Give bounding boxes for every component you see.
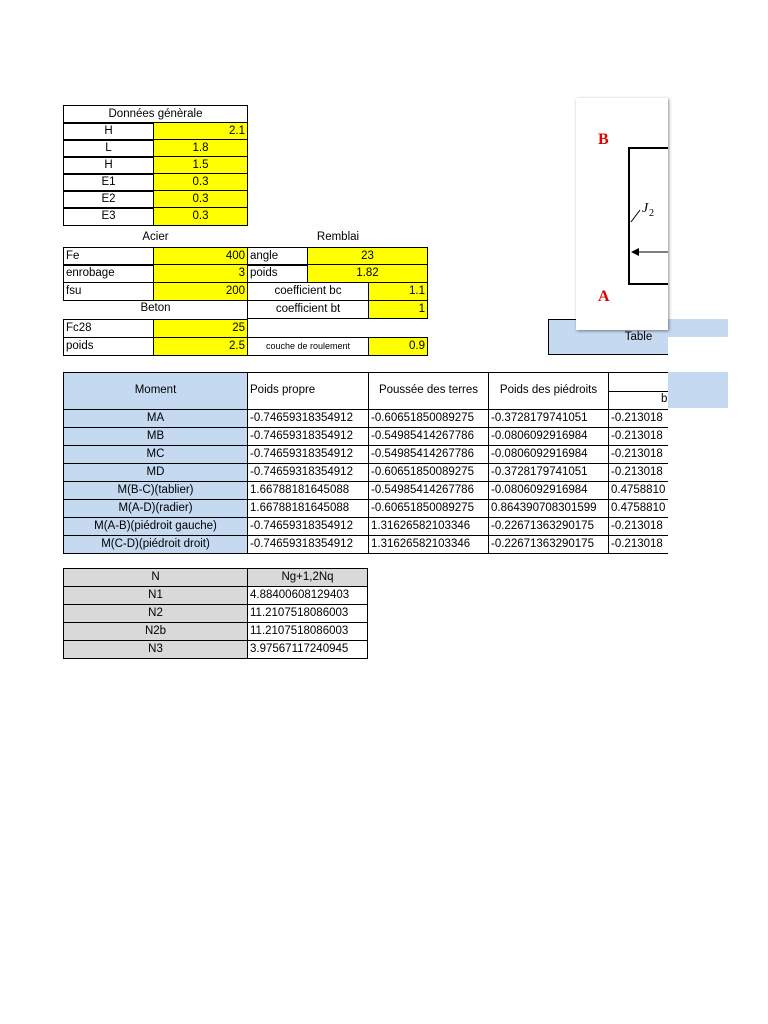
acier-label-fe: Fe xyxy=(63,247,154,266)
beton-value-poids[interactable]: 2.5 xyxy=(153,337,248,356)
remblai-value-coef-bc[interactable]: 1.1 xyxy=(368,282,428,301)
moments-row-value[interactable]: -0.0806092916984 xyxy=(488,445,609,464)
moments-row-value[interactable]: 1.66788181645088 xyxy=(247,481,369,500)
diagram-label-a: A xyxy=(598,288,610,305)
moments-row-value[interactable]: -0.22671363290175 xyxy=(488,535,609,554)
moments-row-label: MB xyxy=(63,427,248,446)
table-caption-label: Table xyxy=(624,331,653,343)
moments-row-value[interactable]: 0.4758810 xyxy=(608,499,668,518)
acier-value-fsu[interactable]: 200 xyxy=(153,282,248,301)
moments-row-value[interactable]: -0.213018 xyxy=(608,535,668,554)
moments-header-poussee: Poussée des terres xyxy=(368,372,489,410)
normal-row-n2-label: N2 xyxy=(63,604,248,623)
donnees-label-h: H xyxy=(63,122,154,141)
diagram-arrow-head xyxy=(631,248,639,256)
diagram-label-b: B xyxy=(598,131,609,148)
moments-row-label: M(B-C)(tablier) xyxy=(63,481,248,500)
remblai-title: Remblai xyxy=(316,231,360,243)
moments-row-value[interactable]: -0.213018 xyxy=(608,409,668,428)
donnees-title: Données génèrale xyxy=(63,105,248,124)
acier-label-fsu: fsu xyxy=(63,282,154,301)
acier-value-enrobage[interactable]: 3 xyxy=(153,264,248,283)
moments-row-value[interactable]: 1.31626582103346 xyxy=(368,517,489,536)
beton-label-poids: poids xyxy=(63,337,154,356)
moments-row-value[interactable]: -0.54985414267786 xyxy=(368,427,489,446)
moments-row-value[interactable]: -0.213018 xyxy=(608,445,668,464)
diagram-j-leader xyxy=(631,210,640,222)
moments-header-poids-propre: Poids propre xyxy=(247,372,369,410)
moments-row-value[interactable]: -0.74659318354912 xyxy=(247,535,369,554)
moments-row-value[interactable]: -0.22671363290175 xyxy=(488,517,609,536)
donnees-label-h2: H xyxy=(63,156,154,175)
donnees-value-e3[interactable]: 0.3 xyxy=(153,207,248,226)
frame-diagram xyxy=(576,98,668,330)
moments-row-label: M(C-D)(piédroit droit) xyxy=(63,535,248,554)
moments-row-value[interactable]: -0.60651850089275 xyxy=(368,499,489,518)
normal-row-n1-label: N1 xyxy=(63,586,248,605)
donnees-value-h[interactable]: 2.1 xyxy=(153,122,248,141)
moments-row-label: M(A-B)(piédroit gauche) xyxy=(63,517,248,536)
moments-row-label: MC xyxy=(63,445,248,464)
acier-title: Acier xyxy=(142,231,169,243)
moments-row-value[interactable]: -0.74659318354912 xyxy=(247,445,369,464)
normal-row-n2b-value[interactable]: 11.2107518086003 xyxy=(247,622,368,641)
moments-row-value[interactable]: 0.4758810 xyxy=(608,481,668,500)
donnees-label-l: L xyxy=(63,139,154,158)
acier-label-enrobage: enrobage xyxy=(63,264,154,283)
moments-row-value[interactable]: -0.213018 xyxy=(608,517,668,536)
remblai-value-coef-bt[interactable]: 1 xyxy=(368,300,428,319)
moments-row-value[interactable]: -0.0806092916984 xyxy=(488,427,609,446)
beton-label-fc28: Fc28 xyxy=(63,319,154,338)
moments-row-value[interactable]: 1.31626582103346 xyxy=(368,535,489,554)
remblai-value-couche[interactable]: 0.9 xyxy=(368,337,428,356)
normal-row-n3-value[interactable]: 3.97567117240945 xyxy=(247,640,368,659)
normal-header-n: N xyxy=(63,568,248,587)
moments-row-value[interactable]: 1.66788181645088 xyxy=(247,499,369,518)
remblai-label-coef-bc: coefficient bc xyxy=(247,282,369,301)
diagram-label-j: J xyxy=(642,201,649,216)
remblai-label-couche: couche de roulement xyxy=(247,337,369,356)
remblai-label-poids: poids xyxy=(247,264,308,283)
donnees-value-h2[interactable]: 1.5 xyxy=(153,156,248,175)
moments-header-overflow xyxy=(668,372,728,408)
acier-value-fe[interactable]: 400 xyxy=(153,247,248,266)
moments-row-value[interactable]: -0.60651850089275 xyxy=(368,463,489,482)
moments-row-value[interactable]: -0.60651850089275 xyxy=(368,409,489,428)
moments-header-moment: Moment xyxy=(63,372,248,410)
moments-row-value[interactable]: -0.3728179741051 xyxy=(488,409,609,428)
normal-row-n3-label: N3 xyxy=(63,640,248,659)
moments-row-value[interactable]: -0.213018 xyxy=(608,463,668,482)
donnees-label-e2: E2 xyxy=(63,190,154,209)
normal-row-n2b-label: N2b xyxy=(63,622,248,641)
remblai-label-angle: angle xyxy=(247,247,308,266)
moments-header-piedroits: Poids des piédroits xyxy=(488,372,609,410)
normal-row-n1-value[interactable]: 4.88400608129403 xyxy=(247,586,368,605)
donnees-value-l[interactable]: 1.8 xyxy=(153,139,248,158)
remblai-label-coef-bt: coefficient bt xyxy=(247,300,369,319)
moments-row-value[interactable]: -0.74659318354912 xyxy=(247,463,369,482)
donnees-value-e2[interactable]: 0.3 xyxy=(153,190,248,209)
moments-header-group xyxy=(608,372,668,410)
remblai-value-poids[interactable]: 1.82 xyxy=(307,264,428,283)
moments-row-label: MD xyxy=(63,463,248,482)
moments-row-value[interactable]: -0.213018 xyxy=(608,427,668,446)
donnees-value-e1[interactable]: 0.3 xyxy=(153,173,248,192)
moments-row-value[interactable]: -0.74659318354912 xyxy=(247,517,369,536)
moments-row-label: M(A-D)(radier) xyxy=(63,499,248,518)
diagram-label-j-sub: 2 xyxy=(649,208,654,219)
moments-row-value[interactable]: -0.3728179741051 xyxy=(488,463,609,482)
moments-row-value[interactable]: -0.54985414267786 xyxy=(368,481,489,500)
moments-header-b: b xyxy=(661,393,668,405)
moments-row-value[interactable]: -0.74659318354912 xyxy=(247,427,369,446)
moments-row-value[interactable]: -0.74659318354912 xyxy=(247,409,369,428)
beton-title: Beton xyxy=(140,302,171,314)
caption-overflow-bar xyxy=(668,319,728,337)
normal-header-value: Ng+1,2Nq xyxy=(247,568,368,587)
beton-value-fc28[interactable]: 25 xyxy=(153,319,248,338)
moments-row-value[interactable]: -0.0806092916984 xyxy=(488,481,609,500)
moments-row-value[interactable]: 0.864390708301599 xyxy=(488,499,609,518)
normal-row-n2-value[interactable]: 11.2107518086003 xyxy=(247,604,368,623)
remblai-value-angle[interactable]: 23 xyxy=(307,247,428,266)
donnees-label-e3: E3 xyxy=(63,207,154,226)
donnees-label-e1: E1 xyxy=(63,173,154,192)
moments-row-value[interactable]: -0.54985414267786 xyxy=(368,445,489,464)
moments-row-label: MA xyxy=(63,409,248,428)
